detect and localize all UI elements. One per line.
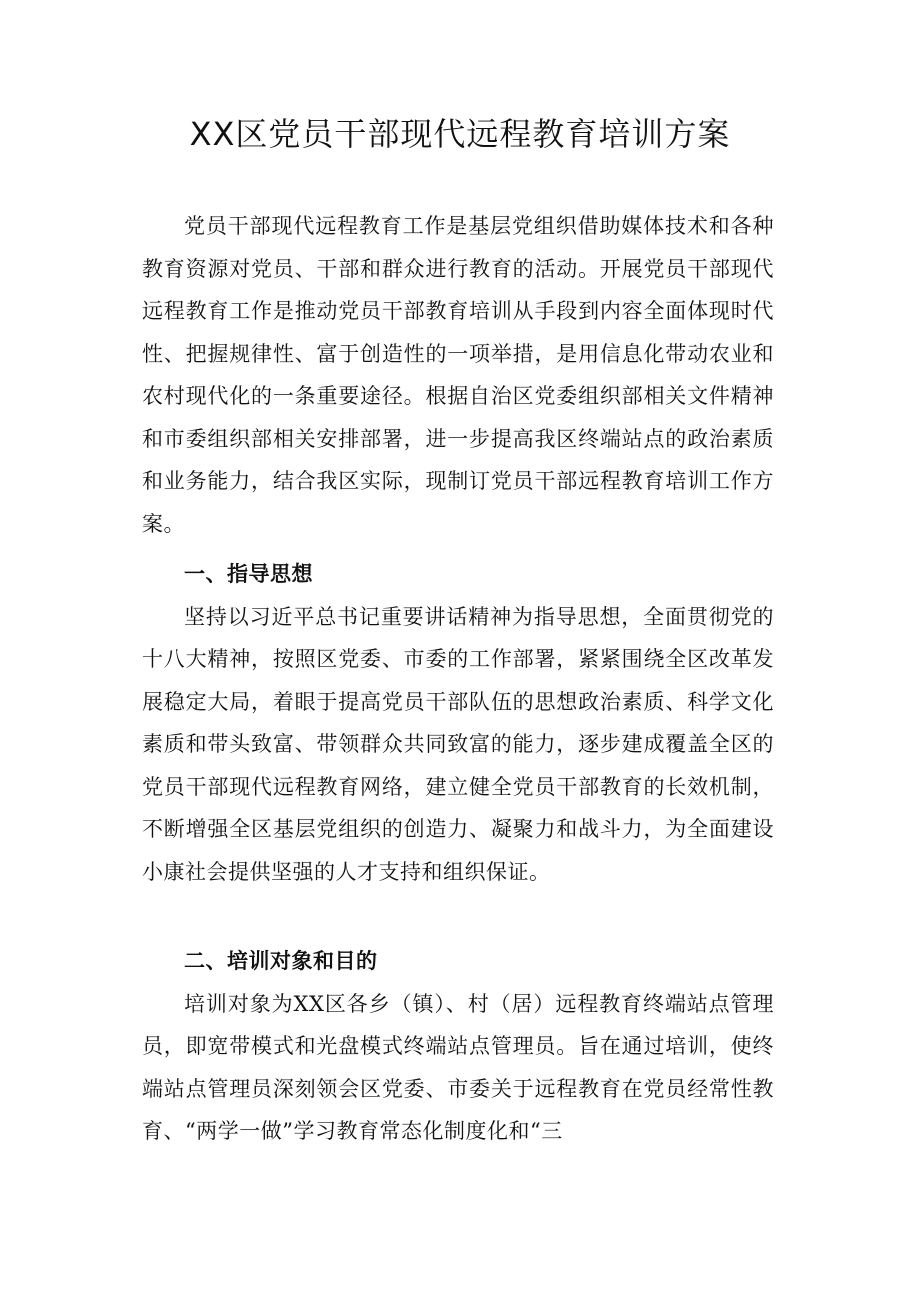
section-paragraph: 培训对象为XX区各乡（镇）、村（居）远程教育终端站点管理员，即宽带模式和光盘模式终端站点管理员。旨在通过培训，使终端站点管理员深刻领会区党委、市委关于远程教育在党员经常性教育、“两学一做”学习教育常态化制度化和“三	[142, 991, 774, 1143]
section-guiding-thought	[142, 553, 774, 893]
section-training-targets	[142, 940, 774, 1153]
intro-paragraph: 党员干部现代远程教育工作是基层党组织借助媒体技术和各种教育资源对党员、干部和群众进行教育的活动。开展党员干部现代远程教育工作是推动党员干部教育培训从手段到内容全面体现时代性、把握规律性、富于创造性的一项举措，是用信息化带动农业和农村现代化的一条重要途径。根据自治区党委组织部相关文件精神和市委组织部相关安排部署，进一步提高我区终端站点的政治素质和业务能力，结合我区实际，现制订党员干部远程教育培训工作方案。	[142, 214, 774, 536]
section-heading: 一、指导思想	[184, 562, 313, 586]
section-paragraph: 坚持以习近平总书记重要讲话精神为指导思想，全面贯彻党的十八大精神，按照区党委、市委的工作部署，紧紧围绕全区改革发展稳定大局，着眼于提高党员干部队伍的思想政治素质、科学文化素质和带头致富、带领群众共同致富的能力，逐步建成覆盖全区的党员干部现代远程教育网络，建立健全党员干部教育的长效机制，不断增强全区基层党组织的创造力、凝聚力和战斗力，为全面建设小康社会提供坚强的人才支持和组织保证。	[142, 604, 774, 884]
document-title: XX区党员干部现代远程教育培训方案	[189, 115, 731, 153]
intro-block	[142, 205, 774, 545]
section-heading: 二、培训对象和目的	[184, 949, 378, 973]
